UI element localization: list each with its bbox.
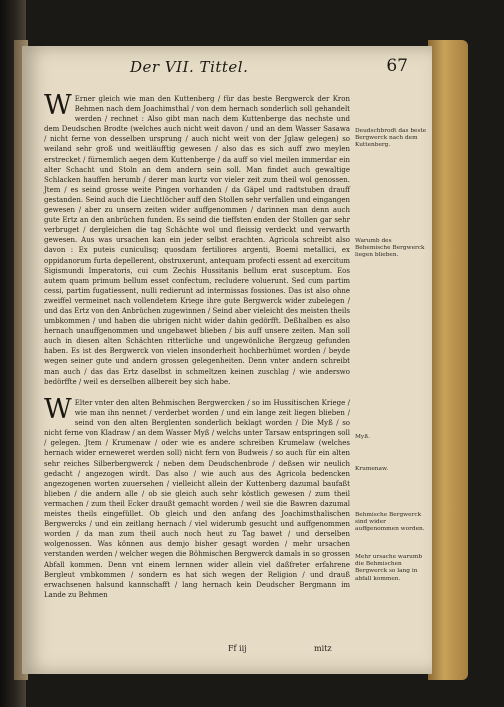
- paragraph-text: Elter vnter den alten Behmischen Bergwercken / so im Hussitischen Kriege / wie man ihn nennet / verderbet worden / und ein lange zeit liegen blieben / seind von den alten Berglenten sonderlich beklagt worden / Die Myß / so nicht ferne von Kladraw / an dem Wasser Myß / welchs unter Tarsaw entspringen soll / gelegen. Jtem / Krumenaw / oder wie es andere schreiben Krumelaw (welches hernach wider erneweret werden soll) nicht fern von Budweis / so auch für ein alten sehr reiches Silberbergwerck / neben dem Deudschenbrode / deßsen wir neulich gedacht / angezogen wirdt. Das also / wie auch aus des Agricola bedencken angezogenen worten zuuersehen / vielleicht allein der Kuttenberg dazumal baufaßt blieben / die andern alle / ob sie gleich auch sehr köstlich gewesen / zum theil vermachen / zum theil Ecker draußt gemacht worden / weil sie die Bawren dazumal meistes theils eingefüllet. Ob gleich und den anfang des Joachimsthalischen Bergwercks / und ein zeitlang hernach / viel widerumb gesucht und auffgenommen worden / da man zum theil auch noch heut zu Tag bawet / und derselben wolgenossen. Was können aus demjo bisher gesagt worden / mehr ursachen verstanden werden / welcher wegen die Böhmischen Bergwerck damals in so grossen Abfall kommen. Denn vnt einem lernnen wider allein viel daßfreter erfahrene Bergleut vmbkommen / sondern es hat sich wegen der Religion / und drauß erwachsenen halsund kannschafft / lang hernach kein Deudscher Bergmann im Lande zu Behmen: [44, 399, 350, 599]
- book-page: [22, 46, 432, 674]
- drop-cap: W: [44, 394, 72, 425]
- paragraph-1: [44, 90, 350, 387]
- signature-mark: Ff iij: [228, 644, 247, 653]
- page-header: [22, 56, 432, 82]
- margin-note: Mehr ursache warumb die Behmischen Bergwerck so lang in abfall kommen.: [355, 554, 423, 582]
- margin-note: Krumenaw.: [355, 466, 389, 472]
- drop-cap: W: [44, 90, 72, 121]
- running-title: Der VII. Tittel.: [130, 58, 249, 76]
- paragraph-text: Erner gleich wie man den Kuttenberg / für das beste Bergwerck der Kron Behmen nach dem Joachimsthal / von dem hernach sonderlich soll gehandelt werden / rechnet : Also gibt man nach dem Kuttenberge das nechste und dem Deudschen Brodte (welches auch nicht weit davon / und an dem Wasser Sasawa / nicht ferne von desselben ursprung / auch nicht weit von der Jglaw gelegen) so weiland sehr groß und weitläufftig gewesen / also das es sich auff zwo meylen erstrecket / fürnemlich aegen dem Kuttenberge / da auff so viel meilen immerdar ein alter Schacht und Stoln an dem andern sein soll. Man findet auch gewaltige Schlacken hauffen herumb / derer man kurtz vor vieler zeit zum theil wol genossen. Jtem / es seind grosse weite Pingen vorhanden / da Gäpel und radtstuben drauff gestanden. Seind auch die Liechtlöcher auff den Stollen sehr verfallen und eingangen gewesen / aber zu unsern zeiten wider auffgenommen / darinnen man denn auch gute Ertz an den anbrüchen funden. Es seind die tieffsten enden der Stollen gar sehr verbruget / dergleichen die tag Schächte wol und fleissig verdeckt und verwarth gewesen. Aus was ursachen kan ein jeder selbst erachten. Agricola schreibt also davon : Ex puteis cuniculisq; quosdam fertiliores argenti, Boemi metallici, ex oppidanorum furta depellerent, obstruxerunt, antequam profecti essent ad exercitum Sigismundi Imperatoris, cui cum Zechis Hussitanis bellum erat susceptum. Eos autem quam primum bellum esset confectum, recludere voluerunt. Sed cum partim cessi, partim fugatiessent, nulli redierunt ad intermissas fossiones. Das ist also ohne zweiffel vermeinet nach vollendetem Kriege ihre gute Bergwerck wider zubelegen / und das Ertz von den Anbrüchen zugewinnen / Seind aber vieleicht des meisten theils umbkommen / und haben die ubrigen nicht wider dahin gedörfft. Deßhalben es also hernach unauffgenommen und ungebawet blieben / bis auff unsere zeiten. Man soll auch in diesen alten Schächten ritterliche und ungewönliche Bergzeug gefunden haben. Es ist des Bergwerck von vielen insonderheit hochberhümet worden / beyde wegen seiner gute und andern grossen gelegenheiten. Denn vnter andern schreibt man auch / das das Ertz daselbst in schmeltzen keinen zuschlag / wie anderswo bedörffte / weil es derselben allbereit bey sich habe.: [44, 95, 350, 386]
- margin-note: Behmische Bergwerck sind wider auffgenommen worden.: [355, 512, 425, 533]
- page-number: 67: [386, 56, 408, 76]
- margin-note: Deudschbrodt das beste Bergwerck nach dem Kuttenberg.: [355, 128, 427, 149]
- book-cover-edge: [428, 40, 468, 680]
- margin-note: Myß.: [355, 434, 370, 440]
- paragraph-2: [44, 394, 350, 600]
- margin-note: Warumb des Behemische Bergwerck liegen blieben.: [355, 238, 425, 259]
- catchword: mitz: [314, 644, 332, 653]
